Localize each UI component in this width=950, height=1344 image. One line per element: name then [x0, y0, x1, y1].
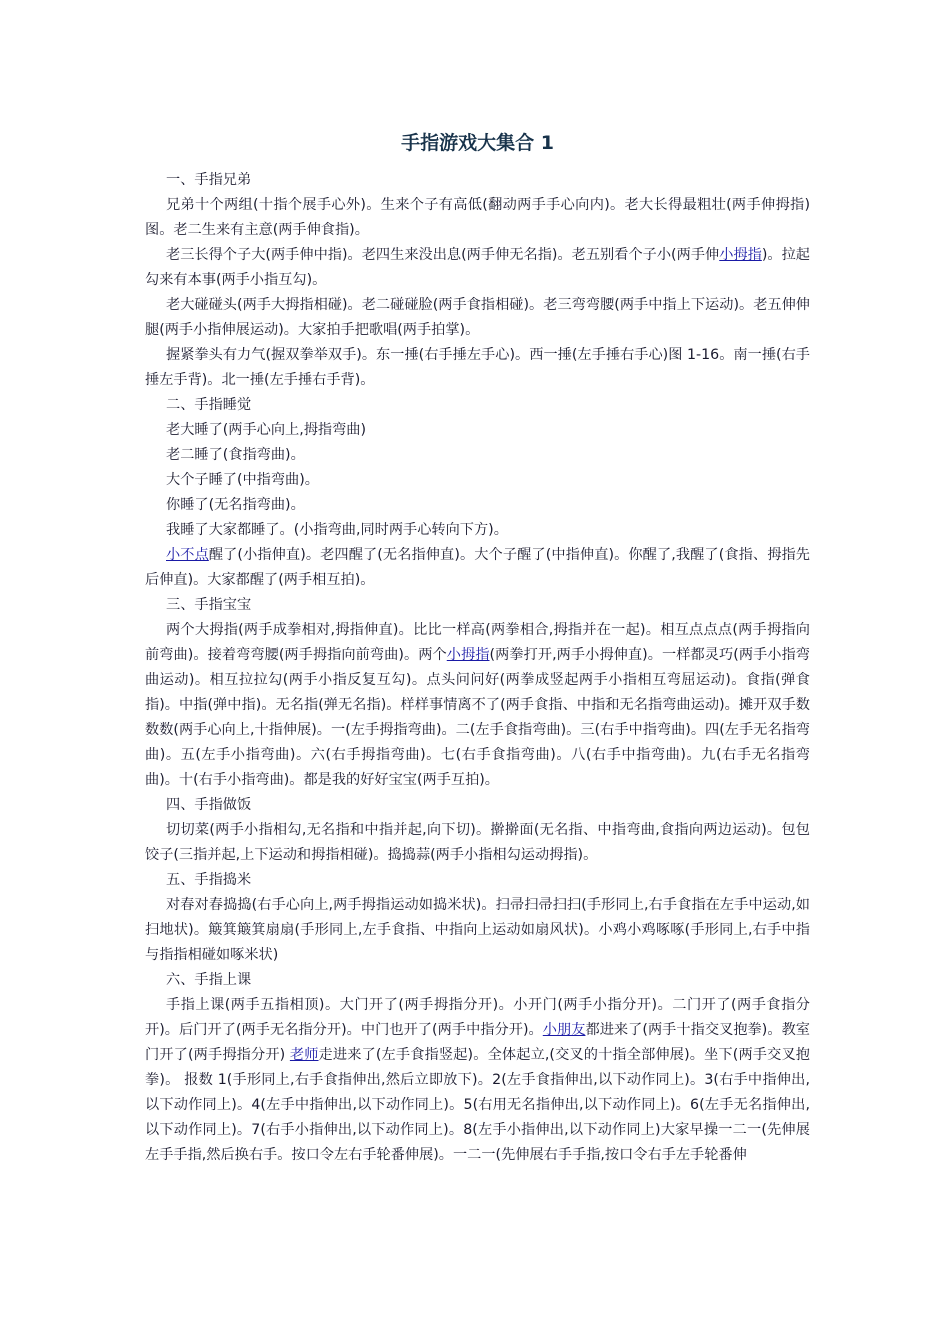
- paragraph: [145, 468, 810, 493]
- paragraph: [145, 618, 810, 793]
- text-run: 两个大拇指(两手成拳相对,拇指伸直)。比比一样高(两拳相合,拇指并在一起)。相互点点点(两手拇指向前弯曲)。接着弯弯腰(两手拇指向前弯曲)。两个: [145, 622, 810, 663]
- text-run: 二、手指睡觉: [166, 397, 252, 413]
- text-run: 醒了(小指伸直)。老四醒了(无名指伸直)。大个子醒了(中指伸直)。你醒了,我醒了(食指、拇指先后伸直)。大家都醒了(两手相互拍)。: [145, 547, 810, 588]
- text-run: 兄弟十个两组(十指个展手心外)。生来个子有高低(翻动两手手心向内)。老大长得最粗壮(两手伸拇指)图。老二生来有主意(两手伸食指)。: [145, 197, 810, 238]
- text-run: 走进来了(左手食指竖起)。全体起立,(交叉的十指全部伸展)。坐下(两手交叉抱拳)。 报数 1(手形同上,右手食指伸出,然后立即放下)。2(左手食指伸出,以下动作同上)。3(右手中指伸出,以下动作同上)。4(左手中指伸出,以下动作同上)。5(右用无名指伸出,以下动作同上)。6(左手无名指伸出,以下动作同上)。7(右手小指伸出,以下动作同上)。8(左手小指伸出,以下动作同上)大家早操一二一(先伸展左手手指,然后换右手。按口令左右手轮番伸展)。一二一(先伸展右手手指,按口令右手左手轮番伸: [145, 1047, 810, 1163]
- paragraph: [145, 343, 810, 393]
- text-run: 手指上课(两手五指相顶)。大门开了(两手拇指分开)。小开门(两手小指分开)。二门开了(两手食指分开)。后门开了(两手无名指分开)。中门也开了(两手中指分开)。: [145, 997, 810, 1038]
- text-run: 切切菜(两手小指相勾,无名指和中指并起,向下切)。擀擀面(无名指、中指弯曲,食指向两边运动)。包包饺子(三指并起,上下运动和拇指相碰)。捣捣蒜(两手小指相勾运动拇指)。: [145, 822, 810, 863]
- paragraph: [145, 493, 810, 518]
- text-run: 老大睡了(两手心向上,拇指弯曲): [166, 422, 367, 438]
- paragraph: [145, 993, 810, 1168]
- paragraph: [145, 293, 810, 343]
- document-body: [145, 168, 810, 1168]
- text-run: 对春对春捣捣(右手心向上,两手拇指运动如捣米状)。扫帚扫帚扫扫(手形同上,右手食指在左手中运动,如扫地状)。簸箕簸箕扇扇(手形同上,左手食指、中指向上运动如扇风状)。小鸡小鸡啄啄(手形同上,右手中指与指指相碰如啄米状): [145, 897, 810, 963]
- inline-link[interactable]: 小不点: [166, 547, 209, 563]
- inline-link[interactable]: 老师: [289, 1047, 319, 1063]
- section-heading: [145, 593, 810, 618]
- text-run: 老二睡了(食指弯曲)。: [166, 447, 305, 463]
- text-run: 我睡了大家都睡了。(小指弯曲,同时两手心转向下方)。: [166, 522, 508, 538]
- paragraph: [145, 518, 810, 543]
- document-page: [145, 130, 810, 1168]
- text-run: )。拉起勾来有本事(两手小指互勾)。: [145, 247, 810, 288]
- text-run: 大个子睡了(中指弯曲)。: [166, 472, 319, 488]
- inline-link[interactable]: 小拇指: [719, 247, 762, 263]
- text-run: (两拳打开,两手小拇伸直)。一样都灵巧(两手小指弯曲运动)。相互拉拉勾(两手小指反复互勾)。点头问问好(两拳成竖起两手小指相互弯屈运动)。食指(弹食指)。中指(弹中指)。无名指(弹无名指)。样样事情离不了(两手食指、中指和无名指弯曲运动)。摊开双手数数数(两手心向上,十指伸展)。一(左手拇指弯曲)。二(左手食指弯曲)。三(右手中指弯曲)。四(左手无名指弯曲)。五(左手小指弯曲)。六(右手拇指弯曲)。七(右手食指弯曲)。八(右手中指弯曲)。九(右手无名指弯曲)。十(右手小指弯曲)。都是我的好好宝宝(两手互拍)。: [145, 647, 810, 788]
- paragraph: [145, 193, 810, 243]
- text-run: 四、手指做饭: [166, 797, 252, 813]
- section-heading: [145, 793, 810, 818]
- paragraph: [145, 543, 810, 593]
- inline-link[interactable]: 小拇指: [446, 647, 490, 663]
- text-run: 五、手指捣米: [166, 872, 252, 888]
- inline-link[interactable]: 小朋友: [542, 1022, 586, 1038]
- section-heading: [145, 393, 810, 418]
- section-heading: [145, 868, 810, 893]
- text-run: 六、手指上课: [166, 972, 252, 988]
- paragraph: [145, 243, 810, 293]
- paragraph: [145, 818, 810, 868]
- page-title: 手指游戏大集合 1: [401, 132, 554, 154]
- text-run: 老三长得个子大(两手伸中指)。老四生来没出息(两手伸无名指)。老五别看个子小(两手伸: [166, 247, 720, 263]
- text-run: 老大碰碰头(两手大拇指相碰)。老二碰碰脸(两手食指相碰)。老三弯弯腰(两手中指上下运动)。老五伸伸腿(两手小指伸展运动)。大家拍手把歌唱(两手拍掌)。: [145, 297, 810, 338]
- paragraph: [145, 418, 810, 443]
- text-run: 你睡了(无名指弯曲)。: [166, 497, 305, 513]
- text-run: 都进来了(两手十指交叉抱拳)。教室门开了(两手拇指分开): [145, 1022, 810, 1063]
- paragraph: [145, 893, 810, 968]
- section-heading: [145, 968, 810, 993]
- text-run: 一、手指兄弟: [166, 172, 252, 188]
- section-heading: [145, 168, 810, 193]
- text-run: 三、手指宝宝: [166, 597, 252, 613]
- paragraph: [145, 443, 810, 468]
- text-run: 握紧拳头有力气(握双拳举双手)。东一捶(右手捶左手心)。西一捶(左手捶右手心)图 1-16。南一捶(右手捶左手背)。北一捶(左手捶右手背)。: [145, 347, 810, 388]
